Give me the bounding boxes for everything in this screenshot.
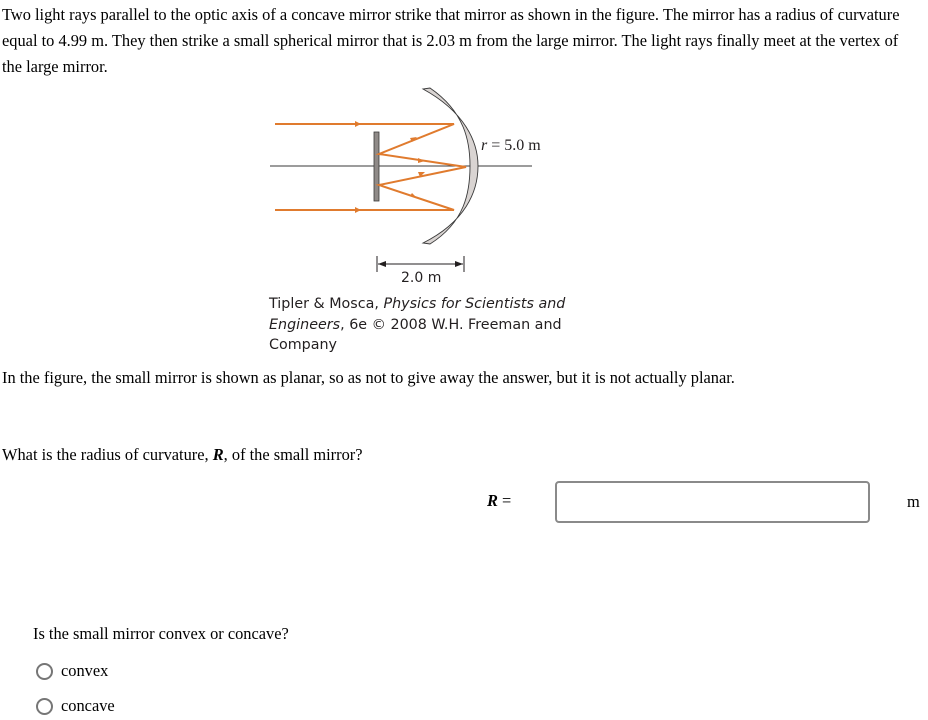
radio-convex[interactable] xyxy=(36,663,53,680)
mirror-figure xyxy=(260,82,560,286)
question-radius-prefix: What is the radius of curvature, xyxy=(2,445,213,464)
option-concave-label: concave xyxy=(61,696,115,715)
radius-answer-label xyxy=(487,491,511,511)
ray-arrowheads xyxy=(355,121,425,213)
light-rays xyxy=(275,124,466,210)
distance-label: 2.0 m xyxy=(401,270,442,286)
question-radius-suffix: , of the small mirror? xyxy=(223,445,363,464)
option-concave[interactable] xyxy=(36,695,115,717)
radius-answer-input[interactable] xyxy=(555,481,870,523)
option-convex-label: convex xyxy=(61,661,109,680)
answer-variable: R xyxy=(487,491,498,510)
figure-note: In the figure, the small mirror is shown as planar, so as not to give away the answer, but it is not actually planar. xyxy=(2,368,735,387)
caption-authors: Tipler & Mosca, xyxy=(269,296,384,312)
radio-concave[interactable] xyxy=(36,698,53,715)
option-convex[interactable] xyxy=(36,660,108,682)
caption-title-cont: Engineers xyxy=(269,316,341,333)
caption-title: Physics for Scientists and xyxy=(383,296,566,312)
problem-statement: Two light rays parallel to the optic axis of a concave mirror strike that mirror as shown in the figure. The mirror has a radius of curvature equal to 4.99 m. They then strike a small spherical mirror that is 2.03 m from the large mirror. The light rays finally meet at the vertex of the large mirror. xyxy=(2,5,900,76)
radius-unit: m xyxy=(907,492,920,511)
question-radius-variable: R xyxy=(212,445,224,464)
caption-copyright: , 6e © 2008 W.H. Freeman and xyxy=(340,316,562,333)
question-radius xyxy=(2,445,363,465)
caption-publisher: Company xyxy=(269,337,338,353)
figure-caption xyxy=(269,294,569,356)
answer-equals: = xyxy=(497,491,512,510)
radius-label: r = 5.0 m xyxy=(481,137,541,154)
radius-answer-row xyxy=(487,481,927,523)
question-mirror-type: Is the small mirror convex or concave? xyxy=(33,624,289,643)
small-mirror xyxy=(374,132,379,201)
